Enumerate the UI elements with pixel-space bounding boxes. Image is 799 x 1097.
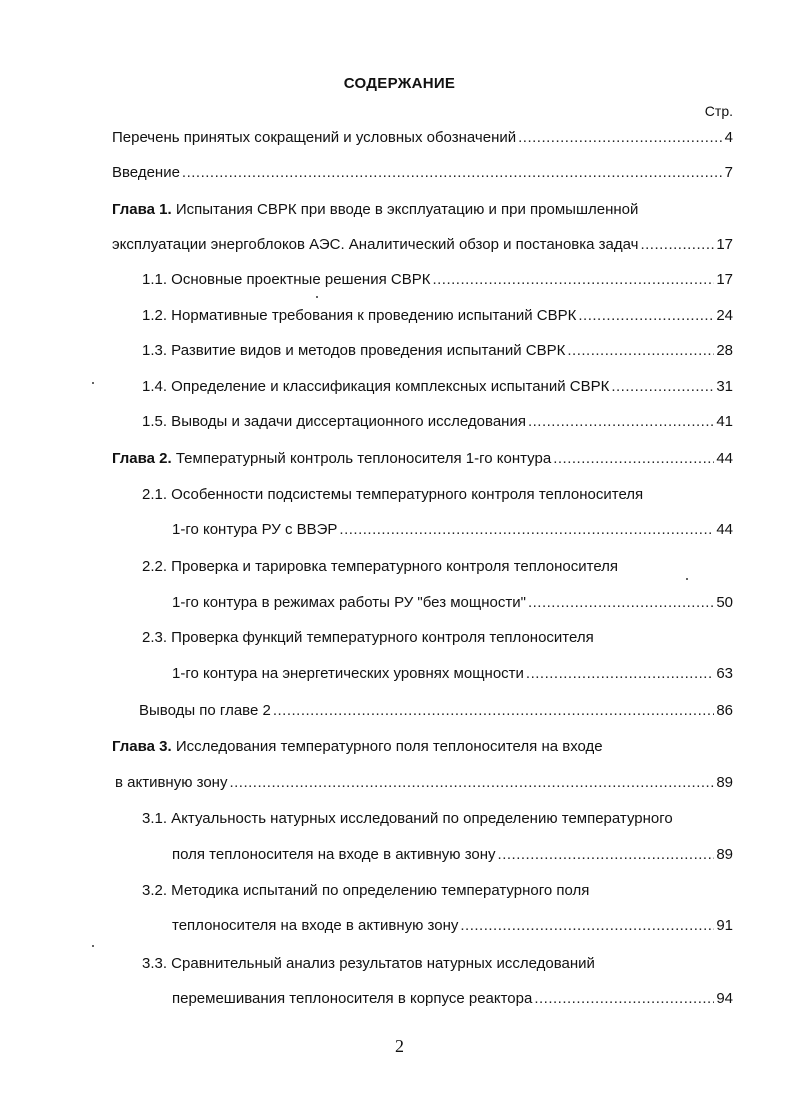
- toc-chapter-1-line1: [112, 200, 638, 220]
- toc-page-number: 89: [716, 774, 733, 791]
- leader-dots: [528, 593, 714, 613]
- toc-entry-text: 1.3. Развитие видов и методов проведения испытаний СВРК: [142, 342, 566, 359]
- toc-section-3-2-line1: 3.2. Методика испытаний по определению температурного поля: [142, 882, 590, 899]
- page-number: 2: [395, 1036, 404, 1056]
- leader-dots: [339, 520, 714, 540]
- leader-dots: [553, 449, 714, 469]
- chapter-title: Температурный контроль теплоносителя 1-го контура: [175, 450, 552, 467]
- toc-chapter-3-line2: [115, 773, 733, 793]
- toc-section-1-3: [142, 341, 733, 361]
- toc-entry-text: 1-го контура в режимах работы РУ "без мощности": [172, 594, 526, 611]
- leader-dots: [578, 306, 714, 326]
- toc-section-1-1: [142, 270, 733, 290]
- toc-entry-introduction: [112, 163, 733, 183]
- toc-chapter-2: [112, 449, 733, 469]
- toc-section-2-2-line2: [172, 593, 733, 613]
- toc-page-number: 94: [716, 990, 733, 1007]
- toc-chapter-3-line1: [112, 737, 603, 757]
- toc-section-2-1-line1: 2.1. Особенности подсистемы температурного контроля теплоносителя: [142, 486, 644, 503]
- toc-page-number: 63: [716, 665, 733, 682]
- toc-entry-text: Введение: [112, 164, 180, 181]
- leader-dots: [611, 377, 714, 397]
- toc-section-2-1-line2: [172, 520, 733, 540]
- toc-section-2-3-line2: [172, 664, 733, 684]
- leader-dots: [229, 773, 714, 793]
- toc-entry-abbreviations: [112, 128, 733, 148]
- toc-entry-text: 1.2. Нормативные требования к проведению испытаний СВРК: [142, 307, 577, 324]
- toc-page-number: 24: [716, 307, 733, 324]
- leader-dots: [460, 916, 714, 936]
- toc-entry-text: перемешивания теплоносителя в корпусе реактора: [172, 990, 533, 1007]
- toc-page-number: 17: [716, 236, 733, 253]
- toc-section-1-5: [142, 412, 733, 432]
- leader-dots: [534, 989, 714, 1009]
- toc-page-number: 4: [724, 129, 733, 146]
- toc-section-1-2: [142, 306, 733, 326]
- leader-dots: [273, 701, 714, 721]
- leader-dots: [526, 664, 714, 684]
- chapter-title-continued: в активную зону: [115, 774, 228, 791]
- toc-section-3-2-line2: [172, 916, 733, 936]
- chapter-label: Глава 3.: [112, 738, 172, 755]
- toc-entry-text: 1.4. Определение и классификация комплексных испытаний СВРК: [142, 378, 610, 395]
- leader-dots: [182, 163, 723, 183]
- toc-section-3-1-line1: 3.1. Актуальность натурных исследований по определению температурного: [142, 810, 673, 827]
- toc-page-number: 28: [716, 342, 733, 359]
- toc-section-2-3-line1: 2.3. Проверка функций температурного контроля теплоносителя: [142, 629, 594, 646]
- toc-section-1-4: [142, 377, 733, 397]
- chapter-label: Глава 1.: [112, 201, 172, 218]
- toc-section-3-3-line2: [172, 989, 733, 1009]
- toc-section-3-1-line2: [172, 845, 733, 865]
- toc-entry-text: 1-го контура РУ с ВВЭР: [172, 521, 338, 538]
- toc-entry-text: Перечень принятых сокращений и условных обозначений: [112, 129, 517, 146]
- toc-chapter-2-conclusions: [139, 701, 733, 721]
- toc-page-number: 17: [716, 271, 733, 288]
- toc-page-number: 91: [716, 917, 733, 934]
- scan-speck: [686, 578, 688, 580]
- toc-entry-text: Выводы по главе 2: [139, 702, 271, 719]
- toc-page-number: 89: [716, 846, 733, 863]
- toc-page-number: 44: [716, 521, 733, 538]
- scan-speck: [92, 382, 94, 384]
- leader-dots: [567, 341, 714, 361]
- toc-entry-text: 1-го контура на энергетических уровнях мощности: [172, 665, 524, 682]
- toc-page-number: 31: [716, 378, 733, 395]
- chapter-label: Глава 2.: [112, 450, 172, 467]
- scan-speck: [316, 296, 318, 298]
- toc-entry-text: теплоносителя на входе в активную зону: [172, 917, 459, 934]
- toc-page-number: 7: [724, 164, 733, 181]
- toc-page-number: 44: [716, 450, 733, 467]
- toc-section-2-2-line1: 2.2. Проверка и тарировка температурного контроля теплоносителя: [142, 558, 619, 575]
- toc-entry-text: 1.5. Выводы и задачи диссертационного исследования: [142, 413, 526, 430]
- toc-entry-text: поля теплоносителя на входе в активную зону: [172, 846, 496, 863]
- scan-speck: [92, 945, 94, 947]
- toc-page-number: 50: [716, 594, 733, 611]
- toc-entry-text: 1.1. Основные проектные решения СВРК: [142, 271, 431, 288]
- toc-section-3-3-line1: 3.3. Сравнительный анализ результатов натурных исследований: [142, 955, 595, 972]
- toc-chapter-1-line2: [112, 235, 733, 255]
- leader-dots: [518, 128, 723, 148]
- page-column-label: Стр.: [704, 103, 733, 119]
- leader-dots: [640, 235, 714, 255]
- leader-dots: [498, 845, 715, 865]
- toc-page-number: 86: [716, 702, 733, 719]
- chapter-title-continued: эксплуатации энергоблоков АЭС. Аналитический обзор и постановка задач: [112, 236, 639, 253]
- chapter-title: Исследования температурного поля теплоносителя на входе: [175, 738, 603, 755]
- toc-page-number: 41: [716, 413, 733, 430]
- leader-dots: [528, 412, 714, 432]
- leader-dots: [432, 270, 714, 290]
- chapter-title: Испытания СВРК при вводе в эксплуатацию и при промышленной: [175, 201, 639, 218]
- toc-title: СОДЕРЖАНИЕ: [343, 75, 456, 92]
